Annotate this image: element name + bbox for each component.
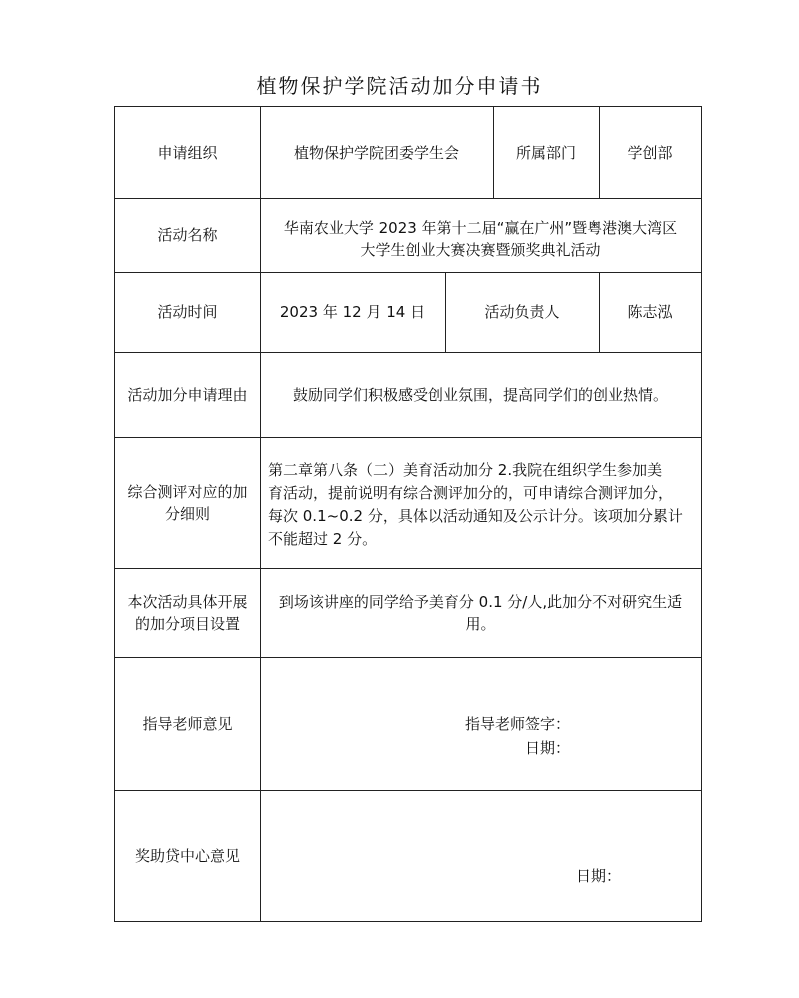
rule-label-line: 分细则 xyxy=(164,505,210,523)
setting-value xyxy=(260,591,701,635)
rule-value xyxy=(268,459,698,551)
leader-value: 陈志泓 xyxy=(627,303,673,321)
center-opinion-label: 奖助贷中心意见 xyxy=(134,847,240,865)
reason-label: 活动加分申请理由 xyxy=(127,385,248,404)
rule-value-line: 育活动，提前说明有综合测评加分的，可申请综合测评加分， xyxy=(268,484,674,502)
setting-value-line: 到场该讲座的同学给予美育分 0.1 分/人,此加分不对研究生适 xyxy=(278,593,683,611)
leader-label: 活动负责人 xyxy=(484,303,560,321)
activity-name-line: 华南农业大学 2023 年第十二届“赢在广州”暨粤港澳大湾区 xyxy=(283,219,678,237)
setting-value-line: 用。 xyxy=(465,615,496,633)
org-label: 申请组织 xyxy=(157,143,218,162)
rule-value-line: 每次 0.1~0.2 分，具体以活动通知及公示计分。该项加分累计 xyxy=(268,507,683,525)
teacher-sign-label: 指导老师签字： xyxy=(465,715,571,733)
activity-name-line: 大学生创业大赛决赛暨颁奖典礼活动 xyxy=(360,241,601,259)
document-title: 植物保护学院活动加分申请书 xyxy=(256,74,543,98)
rule-value-line: 不能超过 2 分。 xyxy=(268,530,378,548)
activity-name-value xyxy=(260,217,701,261)
dept-label: 所属部门 xyxy=(515,143,576,162)
rule-value-line: 第二章第八条（二）美育活动加分 2.我院在组织学生参加美 xyxy=(268,461,663,479)
teacher-opinion-label: 指导老师意见 xyxy=(142,714,233,733)
rule-label-line: 综合测评对应的加 xyxy=(127,483,248,501)
setting-label-line: 本次活动具体开展 xyxy=(127,593,248,611)
rule-label xyxy=(115,481,260,525)
row-divider xyxy=(115,437,701,438)
reason-value: 鼓励同学们积极感受创业氛围，提高同学们的创业热情。 xyxy=(292,385,668,404)
teacher-date-label: 日期： xyxy=(525,739,571,757)
row-divider xyxy=(115,568,701,569)
activity-time-label: 活动时间 xyxy=(157,303,218,321)
dept-value: 学创部 xyxy=(627,143,673,162)
application-form-table xyxy=(114,106,702,922)
activity-time-value: 2023 年 12 月 14 日 xyxy=(279,303,426,321)
center-date-label: 日期： xyxy=(576,867,622,885)
setting-label-line: 的加分项目设置 xyxy=(134,615,240,633)
setting-label xyxy=(115,591,260,635)
org-value: 植物保护学院团委学生会 xyxy=(293,143,459,162)
activity-name-label: 活动名称 xyxy=(157,226,218,244)
